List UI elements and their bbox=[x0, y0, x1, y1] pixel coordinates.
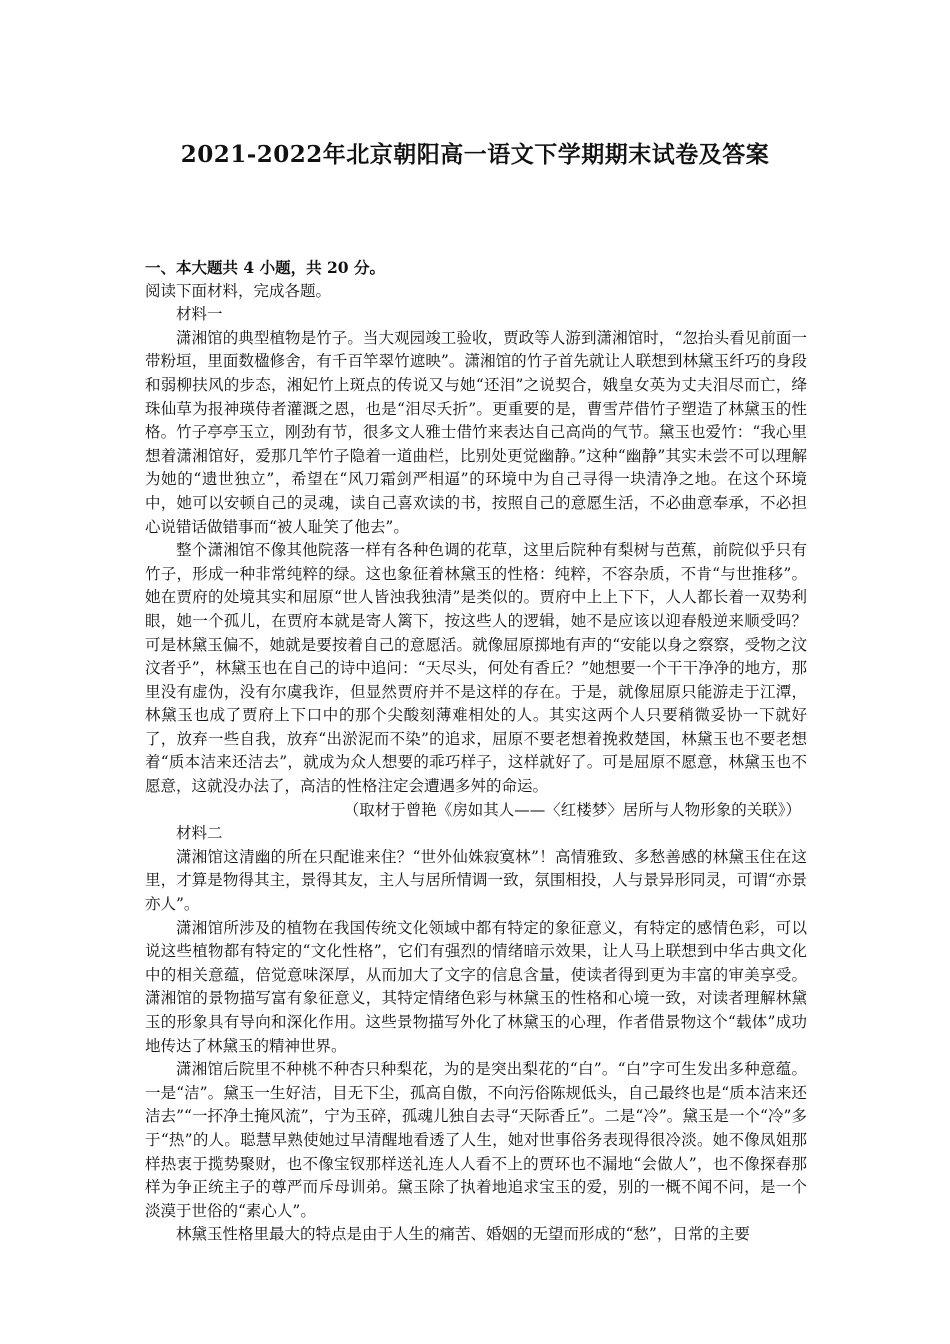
material-2-paragraph: 潇湘馆这清幽的所在只配谁来住？“世外仙姝寂寞林”！高情雅致、多愁善感的林黛玉住在这里，才算是物得其主，景得其友，主人与居所情调一致，氛围相投，人与景异形同灵，可谓“亦景亦人”。 bbox=[145, 847, 807, 914]
document-body bbox=[145, 256, 807, 1247]
instruction-text: 阅读下面材料，完成各题。 bbox=[145, 281, 332, 300]
material-1-source: （取材于曾艳《房如其人——〈红楼梦〉居所与人物形象的关联》） bbox=[343, 800, 801, 819]
page-title: 2021-2022年北京朝阳高一语文下学期期末试卷及答案 bbox=[180, 141, 770, 168]
material-2-paragraph: 潇湘馆后院里不种桃不种杏只种梨花，为的是突出梨花的“白”。“白”字可生发出多种意蕴。一是“洁”。黛玉一生好洁，目无下尘，孤高自傲，不向污俗陈规低头，自己最终也是“质本洁来还洁去”“一抔净土掩风流”，宁为玉碎，孤魂儿独自去寻“天际香丘”。二是“冷”。黛玉是一个“冷”多于“热”的人。聪慧早熟使她过早清醒地看透了人生，她对世事俗务表现得很冷淡。她不像凤姐那样热衷于揽势聚财，也不像宝钗那样送礼连人人看不上的贾环也不漏地“会做人”，也不像探春那样为争正统主子的尊严而斥母训弟。黛玉除了执着地追求宝玉的爱，别的一概不闻不问，是一个淡漠于世俗的“素心人”。 bbox=[145, 1060, 807, 1220]
material-2-label: 材料二 bbox=[176, 824, 223, 843]
material-1-label: 材料一 bbox=[176, 305, 223, 324]
section-heading: 一、本大题共 4 小题，共 20 分。 bbox=[145, 258, 385, 277]
material-1-paragraph: 潇湘馆的典型植物是竹子。当大观园竣工验收，贾政等人游到潇湘馆时，“忽抬头看见前面一带粉垣，里面数楹修舍，有千百竿翠竹遮映”。潇湘馆的竹子首先就让人联想到林黛玉纤巧的身段和弱柳扶风的步态，湘妃竹上斑点的传说又与她“还泪”之说契合，娥皇女英为丈夫泪尽而亡，绛珠仙草为报神瑛侍者灌溉之恩，也是“泪尽夭折”。更重要的是，曹雪芹借竹子塑造了林黛玉的性格。竹子亭亭玉立，刚劲有节，很多文人雅士借竹来表达自己高尚的气节。黛玉也爱竹：“我心里想着潇湘馆好，爱那几竿竹子隐着一道曲栏，比别处更觉幽静。”这种“幽静”其实未尝不可以理解为她的“遗世独立”，希望在“风刀霜剑严相逼”的环境中为自己寻得一块清净之地。在这个环境中，她可以安顿自己的灵魂，读自己喜欢读的书，按照自己的意愿生活，不必曲意奉承，不必担心说错话做错事而“被人耻笑了他去”。 bbox=[145, 328, 807, 536]
material-1-paragraph: 整个潇湘馆不像其他院落一样有各种色调的花草，这里后院种有梨树与芭蕉，前院似乎只有竹子，形成一种非常纯粹的绿。这也象征着林黛玉的性格：纯粹，不容杂质，不肯“与世推移”。她在贾府的处境其实和屈原“世人皆浊我独清”是类似的。贾府中上上下下，人人都长着一双势利眼，她一个孤儿，在贾府本就是寄人篱下，按这些人的逻辑，她不是应该以迎春般逆来顺受吗？可是林黛玉偏不，她就是要按着自己的意愿活。就像屈原掷地有声的“安能以身之察察，受物之汶汶者乎”，林黛玉也在自己的诗中追问：“天尽头，何处有香丘？”她想要一个干干净净的地方，那里没有虚伪，没有尔虞我诈，但显然贾府并不是这样的存在。于是，就像屈原只能游走于江潭，林黛玉也成了贾府上下口中的那个尖酸刻薄难相处的人。其实这两个人只要稍微妥协一下就好了，放弃一些自我，放弃“出淤泥而不染”的追求，屈原不要老想着挽救楚国，林黛玉也不要老想着“质本洁来还洁去”，就成为众人想要的乖巧样子，这样就好了。可是屈原不愿意，林黛玉也不愿意，这就没办法了，高洁的性格注定会遭遇多舛的命运。 bbox=[145, 541, 807, 796]
material-2-paragraph: 潇湘馆所涉及的植物在我国传统文化领域中都有特定的象征意义，有特定的感情色彩，可以说这些植物都有特定的“文化性格”，它们有强烈的情绪暗示效果，让人马上联想到中华古典文化中的相关意蕴，倍觉意味深厚，从而加大了文字的信息含量，使读者得到更为丰富的审美享受。潇湘馆的景物描写富有象征意义，其特定情绪色彩与林黛玉的性格和心境一致，对读者理解林黛玉的形象具有导向和深化作用。这些景物描写外化了林黛玉的心理，作者借景物这个“载体”成功地传达了林黛玉的精神世界。 bbox=[145, 918, 807, 1055]
material-2-paragraph: 林黛玉性格里最大的特点是由于人生的痛苦、婚姻的无望而形成的“愁”，日常的主要 bbox=[176, 1225, 750, 1244]
